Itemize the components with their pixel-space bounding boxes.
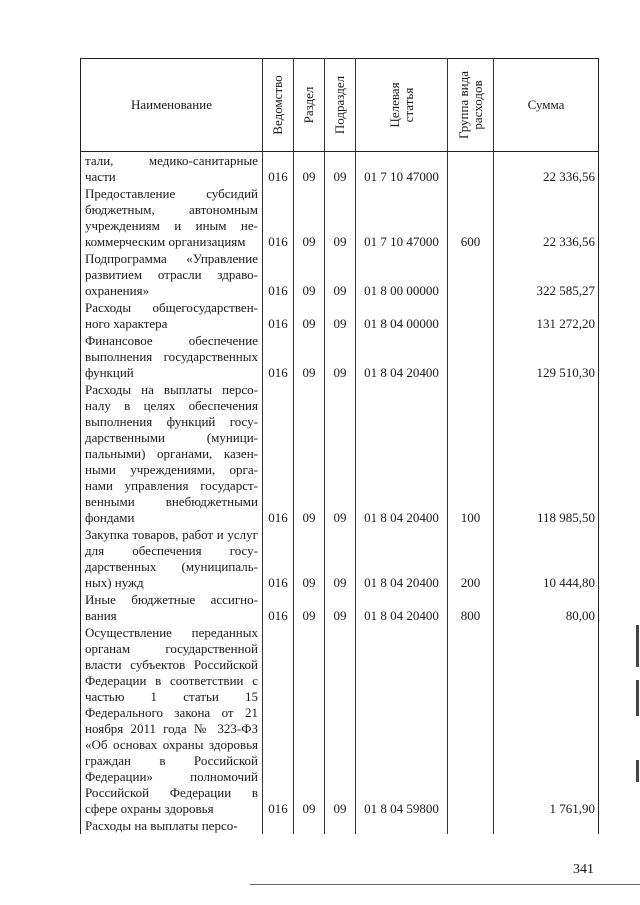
header-podrazdel-label: Подраздел bbox=[332, 75, 347, 135]
row-podrazdel: 09 bbox=[325, 299, 356, 332]
table-row bbox=[81, 185, 599, 250]
row-summa: 1 761,90 bbox=[494, 624, 599, 817]
header-name-label: Наименование bbox=[131, 97, 212, 112]
row-name: тали, медико-санитарные части bbox=[81, 152, 263, 186]
header-gruppa-vida bbox=[448, 59, 494, 152]
scan-margin-mark bbox=[636, 680, 639, 716]
row-name: Подпрограмма «Управление развитием отрасли здравоохранения» bbox=[81, 250, 263, 299]
budget-table bbox=[80, 58, 599, 834]
row-celevaya-statya: 01 8 00 00000 bbox=[356, 250, 448, 299]
header-cs-line2: статья bbox=[400, 87, 416, 123]
table-row bbox=[81, 526, 599, 591]
row-razdel: 09 bbox=[294, 185, 325, 250]
row-vedomstvo: 016 bbox=[263, 332, 294, 381]
row-razdel: 09 bbox=[294, 624, 325, 817]
scan-margin-mark bbox=[636, 625, 639, 667]
row-celevaya-statya: 01 8 04 20400 bbox=[356, 332, 448, 381]
row-vedomstvo: 016 bbox=[263, 526, 294, 591]
row-summa: 22 336,56 bbox=[494, 152, 599, 186]
row-razdel: 09 bbox=[294, 250, 325, 299]
row-razdel bbox=[294, 817, 325, 834]
header-celevaya-statya-label bbox=[388, 82, 416, 127]
row-gruppa-vida bbox=[448, 152, 494, 186]
row-podrazdel: 09 bbox=[325, 381, 356, 526]
scan-margin-mark bbox=[636, 760, 639, 782]
row-summa: 118 985,50 bbox=[494, 381, 599, 526]
table-row bbox=[81, 591, 599, 624]
row-vedomstvo: 016 bbox=[263, 624, 294, 817]
row-vedomstvo: 016 bbox=[263, 250, 294, 299]
page-number: 341 bbox=[573, 862, 594, 877]
row-vedomstvo: 016 bbox=[263, 381, 294, 526]
header-gr-line2: расходов bbox=[469, 80, 485, 130]
table-header-row bbox=[81, 59, 599, 152]
header-name bbox=[81, 59, 263, 152]
row-name: Закупка товаров, работ и услуг для обеспечения государственных (муниципальных) нужд bbox=[81, 526, 263, 591]
header-gruppa-vida-label bbox=[457, 71, 485, 139]
row-name: Предоставление субсидий бюджетным, автономным учреждениям и иным некоммерческим организациям bbox=[81, 185, 263, 250]
row-razdel: 09 bbox=[294, 526, 325, 591]
row-gruppa-vida bbox=[448, 817, 494, 834]
table-row bbox=[81, 624, 599, 817]
row-celevaya-statya: 01 8 04 20400 bbox=[356, 381, 448, 526]
row-celevaya-statya: 01 8 04 20400 bbox=[356, 526, 448, 591]
row-celevaya-statya: 01 8 04 20400 bbox=[356, 591, 448, 624]
row-gruppa-vida: 800 bbox=[448, 591, 494, 624]
table-row bbox=[81, 250, 599, 299]
row-vedomstvo: 016 bbox=[263, 185, 294, 250]
table-row bbox=[81, 381, 599, 526]
row-celevaya-statya: 01 8 04 00000 bbox=[356, 299, 448, 332]
row-podrazdel: 09 bbox=[325, 332, 356, 381]
table-row bbox=[81, 332, 599, 381]
row-summa: 80,00 bbox=[494, 591, 599, 624]
header-podrazdel bbox=[325, 59, 356, 152]
row-celevaya-statya bbox=[356, 817, 448, 834]
row-razdel: 09 bbox=[294, 381, 325, 526]
row-podrazdel: 09 bbox=[325, 185, 356, 250]
row-name: Иные бюджетные ассигнования bbox=[81, 591, 263, 624]
row-name: Финансовое обеспечение выполнения государственных функций bbox=[81, 332, 263, 381]
row-vedomstvo: 016 bbox=[263, 152, 294, 186]
row-celevaya-statya: 01 7 10 47000 bbox=[356, 185, 448, 250]
row-razdel: 09 bbox=[294, 299, 325, 332]
row-summa: 10 444,80 bbox=[494, 526, 599, 591]
row-podrazdel: 09 bbox=[325, 624, 356, 817]
row-podrazdel bbox=[325, 817, 356, 834]
row-podrazdel: 09 bbox=[325, 250, 356, 299]
header-vedomstvo bbox=[263, 59, 294, 152]
row-razdel: 09 bbox=[294, 332, 325, 381]
row-vedomstvo bbox=[263, 817, 294, 834]
table-row bbox=[81, 817, 599, 834]
row-name: Расходы общегосударственного характера bbox=[81, 299, 263, 332]
row-podrazdel: 09 bbox=[325, 152, 356, 186]
row-name: Осуществление переданных органам государственной власти субъектов Российской Федерации в соответствии с частью 1 статьи 15 Федерального закона от 21 ноября 2011 года № 323-ФЗ «Об основах охраны здоровья граждан в Российской Федерации» полномочий Российской Федерации в сфере охраны здоровья bbox=[81, 624, 263, 817]
row-gruppa-vida bbox=[448, 332, 494, 381]
header-celevaya-statya bbox=[356, 59, 448, 152]
row-gruppa-vida bbox=[448, 250, 494, 299]
row-gruppa-vida: 100 bbox=[448, 381, 494, 526]
row-razdel: 09 bbox=[294, 591, 325, 624]
header-summa bbox=[494, 59, 599, 152]
row-razdel: 09 bbox=[294, 152, 325, 186]
row-vedomstvo: 016 bbox=[263, 591, 294, 624]
row-gruppa-vida: 600 bbox=[448, 185, 494, 250]
row-celevaya-statya: 01 7 10 47000 bbox=[356, 152, 448, 186]
header-razdel bbox=[294, 59, 325, 152]
row-gruppa-vida bbox=[448, 624, 494, 817]
row-gruppa-vida bbox=[448, 299, 494, 332]
table-row bbox=[81, 152, 599, 186]
header-razdel-label: Раздел bbox=[301, 86, 316, 124]
row-name: Расходы на выплаты персо- bbox=[81, 817, 263, 834]
table-row bbox=[81, 299, 599, 332]
scan-edge-line bbox=[250, 884, 640, 885]
row-podrazdel: 09 bbox=[325, 526, 356, 591]
header-gr-line1: Группа вида bbox=[455, 71, 471, 139]
row-gruppa-vida: 200 bbox=[448, 526, 494, 591]
header-summa-label: Сумма bbox=[527, 97, 565, 112]
row-summa: 22 336,56 bbox=[494, 185, 599, 250]
row-name: Расходы на выплаты персоналу в целях обеспечения выполнения функций государственными (муниципальными) органами, казенными учреждениями, органами управления государственными внебюджетными фондами bbox=[81, 381, 263, 526]
row-summa bbox=[494, 817, 599, 834]
header-vedomstvo-label: Ведомство bbox=[270, 75, 285, 135]
row-vedomstvo: 016 bbox=[263, 299, 294, 332]
row-summa: 129 510,30 bbox=[494, 332, 599, 381]
row-summa: 131 272,20 bbox=[494, 299, 599, 332]
row-summa: 322 585,27 bbox=[494, 250, 599, 299]
row-celevaya-statya: 01 8 04 59800 bbox=[356, 624, 448, 817]
header-cs-line1: Целевая bbox=[386, 82, 402, 128]
row-podrazdel: 09 bbox=[325, 591, 356, 624]
